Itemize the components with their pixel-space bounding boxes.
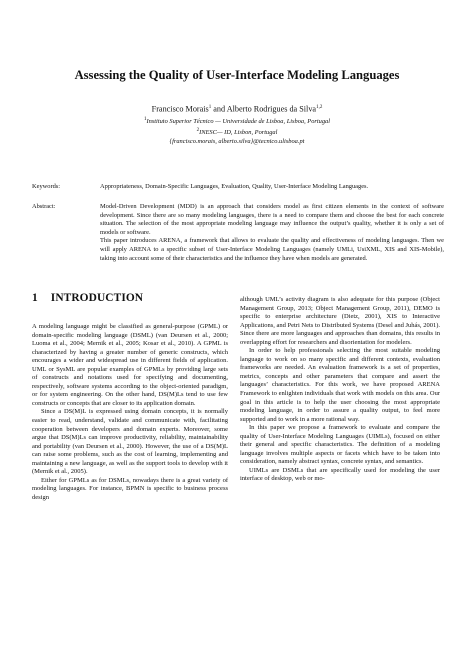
section-heading xyxy=(32,291,143,305)
body-paragraph: UIMLs are DSMLs that are specifically used for modeling the user interface of desktop, web or mo- xyxy=(240,466,440,483)
affiliation-1 xyxy=(40,115,434,126)
keywords-text: Appropriateness, Domain-Specific Languages, Evaluation, Quality, User-Interface Modeling Languages. xyxy=(100,183,369,190)
author-affil-mark-1: 1 xyxy=(208,105,212,110)
affiliation-2-mark: 2 xyxy=(196,128,200,133)
body-paragraph: Either for GPMLs as for DSMLs, nowadays there is a great variety of modeling languages. For instance, BPMN is specific to business process design xyxy=(32,476,228,501)
keywords-label: Keywords: xyxy=(32,183,61,190)
author-affil-mark-2: 1,2 xyxy=(316,105,323,110)
affiliation-2 xyxy=(40,126,434,137)
author-name-1: Francisco Morais xyxy=(151,104,209,114)
author-name-2: and Alberto Rodrigues da Silva xyxy=(211,104,317,114)
body-paragraph: Since a DS(M)L is expressed using domain concepts, it is normally easier to read, understand, validate and communicate with, facilitating cooperation between developers and domain experts. Moreover, some argue that DS(M)Ls can improve productivity, reliability, maintainability and portability (van Deursen et al., 2000). However, the use of a DS(M)L can raise some problems, such as the cost of learning, implementing and maintaining a new language, as well as the support tools to develop with it (Mernik et al., 2005). xyxy=(32,408,228,476)
section-title: INTRODUCTION xyxy=(50,292,144,304)
body-paragraph: In order to help professionals selecting the most suitable modeling language to work on so many specific and different contexts, evaluation frameworks are needed. An evaluation framework is a set of properties, metrics, concepts and other parameters that compare and assert the languages’ characteristics. For this work, we have proposed ARENA Framework to enlighten individuals that work with models on this area. Our goal in this article is to help the user choosing the most appropriate modeling language, in order to assure a quality output, to feel more supported and to work in a more rational way. xyxy=(240,347,440,423)
affiliation-2-text: INESC— ID, Lisbon, Portugal xyxy=(199,129,278,137)
body-paragraph: although UML’s activity diagram is also adequate for this purpose (Object Management Group, 2013; Object Management Group, 2011), DEMO is specific to enterprise architecture (Dietz, 2001), XIS to Interactive Applications, and Petri Nets to Distributed Systems (Desel and Juhás, 2001). Since there are more languages and approaches than domains, this results in overlapping effort for researchers and disorientation for modelers. xyxy=(240,296,440,346)
affiliation-1-text: Instituto Superior Técnico — Universidade de Lisboa, Lisboa, Portugal xyxy=(146,118,331,126)
body-column-left xyxy=(32,323,228,502)
paper-title: Assessing the Quality of User-Interface Modeling Languages xyxy=(74,68,400,82)
abstract-label: Abstract: xyxy=(32,203,56,210)
body-paragraph: In this paper we propose a framework to evaluate and compare the quality of User-Interface Modeling Languages (UIMLs), focused on either their general and specific characteristics. The definition of a modeling language involves multiple aspects or facets which have to be taken into consideration, namely abstract syntax, concrete syntax, and semantics. xyxy=(240,424,440,466)
body-column-right xyxy=(240,296,440,484)
author-emails: {francisco.morais, alberto.silva}@tecnico.ulisboa.pt xyxy=(169,138,305,145)
section-number: 1 xyxy=(32,292,38,304)
abstract-paragraph: Model-Driven Development (MDD) is an approach that considers model as first citizen elements in the context of software development. Since there are so many modeling languages, there is a need to compare them and choose the best for each concrete situation. The selection of the most appropriate modeling language may influence the output’s quality, whether it is only a set of models or software. xyxy=(100,203,444,236)
body-paragraph: A modeling language might be classified as general-purpose (GPML) or domain-specific modeling language (DSML) (van Deursen et al., 2000; Luoma et al., 2004; Mernik et al., 2005; Kosar et al., 2010). A GPML is characterized by having a greater number of generic constructs, which encourages a wider and widespread use in different fields of application. UML or SysML are popular examples of GPMLs by providing large sets of constructs and notations used for specifying and documenting, respectively, software systems according to the object-oriented paradigm, or for system engineering. On the other hand, DS(M)Ls tend to use few constructs or concepts that are closer to its application domain. xyxy=(32,323,228,407)
affiliation-1-mark: 1 xyxy=(143,117,147,122)
author-line xyxy=(40,102,434,115)
abstract-paragraph: This paper introduces ARENA, a framework that allows to evaluate the quality and effectiveness of modeling languages. Then we will apply ARENA to a specific subset of User-Interface Modeling Languages (namely UMLi, UsiXML, XIS and XIS-Mobile), taking into account some of their characteristics and the influence they have when models are generated. xyxy=(100,237,444,262)
abstract-body xyxy=(100,203,444,263)
